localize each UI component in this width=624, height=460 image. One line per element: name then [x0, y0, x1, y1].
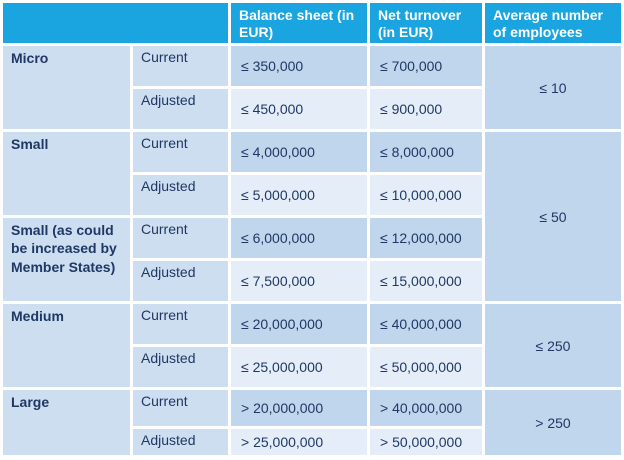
entry-label-cell: Current [133, 390, 228, 426]
entry-label-cell: Current [133, 46, 228, 86]
entry-label-cell: Current [133, 132, 228, 172]
header-row [3, 3, 621, 43]
entry-label-cell: Adjusted [133, 261, 228, 301]
balance-cell: ≤ 5,000,000 [231, 175, 367, 215]
category-cell: Large [3, 390, 130, 455]
table-row [3, 390, 621, 426]
entry-label-cell: Adjusted [133, 429, 228, 455]
balance-cell: ≤ 4,000,000 [231, 132, 367, 172]
size-table-body [3, 46, 621, 455]
table-header [3, 3, 621, 43]
balance-cell: ≤ 20,000,000 [231, 304, 367, 344]
turnover-cell: ≤ 700,000 [370, 46, 482, 86]
category-cell: Small [3, 132, 130, 215]
balance-cell: > 25,000,000 [231, 429, 367, 455]
header-cell-avg-employees: Average number of employees [485, 3, 621, 43]
category-cell: Micro [3, 46, 130, 129]
entry-label-cell: Current [133, 304, 228, 344]
balance-cell: ≤ 6,000,000 [231, 218, 367, 258]
balance-cell: ≤ 350,000 [231, 46, 367, 86]
employees-cell: ≤ 10 [485, 46, 621, 129]
entry-label-cell: Current [133, 218, 228, 258]
category-cell: Medium [3, 304, 130, 387]
table-row [3, 132, 621, 172]
balance-cell: > 20,000,000 [231, 390, 367, 426]
balance-cell: ≤ 450,000 [231, 89, 367, 129]
table-row [3, 46, 621, 86]
employees-cell: ≤ 50 [485, 132, 621, 301]
turnover-cell: ≤ 40,000,000 [370, 304, 482, 344]
turnover-cell: ≤ 12,000,000 [370, 218, 482, 258]
turnover-cell: > 50,000,000 [370, 429, 482, 455]
entry-label-cell: Adjusted [133, 347, 228, 387]
balance-cell: ≤ 25,000,000 [231, 347, 367, 387]
entry-label-cell: Adjusted [133, 175, 228, 215]
header-spacer-cell [3, 3, 228, 43]
turnover-cell: ≤ 900,000 [370, 89, 482, 129]
category-cell: Small (as could be increased by Member States) [3, 218, 130, 301]
employees-cell: ≤ 250 [485, 304, 621, 387]
turnover-cell: ≤ 8,000,000 [370, 132, 482, 172]
employees-cell: > 250 [485, 390, 621, 455]
turnover-cell: > 40,000,000 [370, 390, 482, 426]
table-row [3, 304, 621, 344]
turnover-cell: ≤ 15,000,000 [370, 261, 482, 301]
turnover-cell: ≤ 50,000,000 [370, 347, 482, 387]
turnover-cell: ≤ 10,000,000 [370, 175, 482, 215]
header-cell-balance-sheet: Balance sheet (in EUR) [231, 3, 367, 43]
header-cell-net-turnover: Net turnover (in EUR) [370, 3, 482, 43]
balance-cell: ≤ 7,500,000 [231, 261, 367, 301]
entry-label-cell: Adjusted [133, 89, 228, 129]
